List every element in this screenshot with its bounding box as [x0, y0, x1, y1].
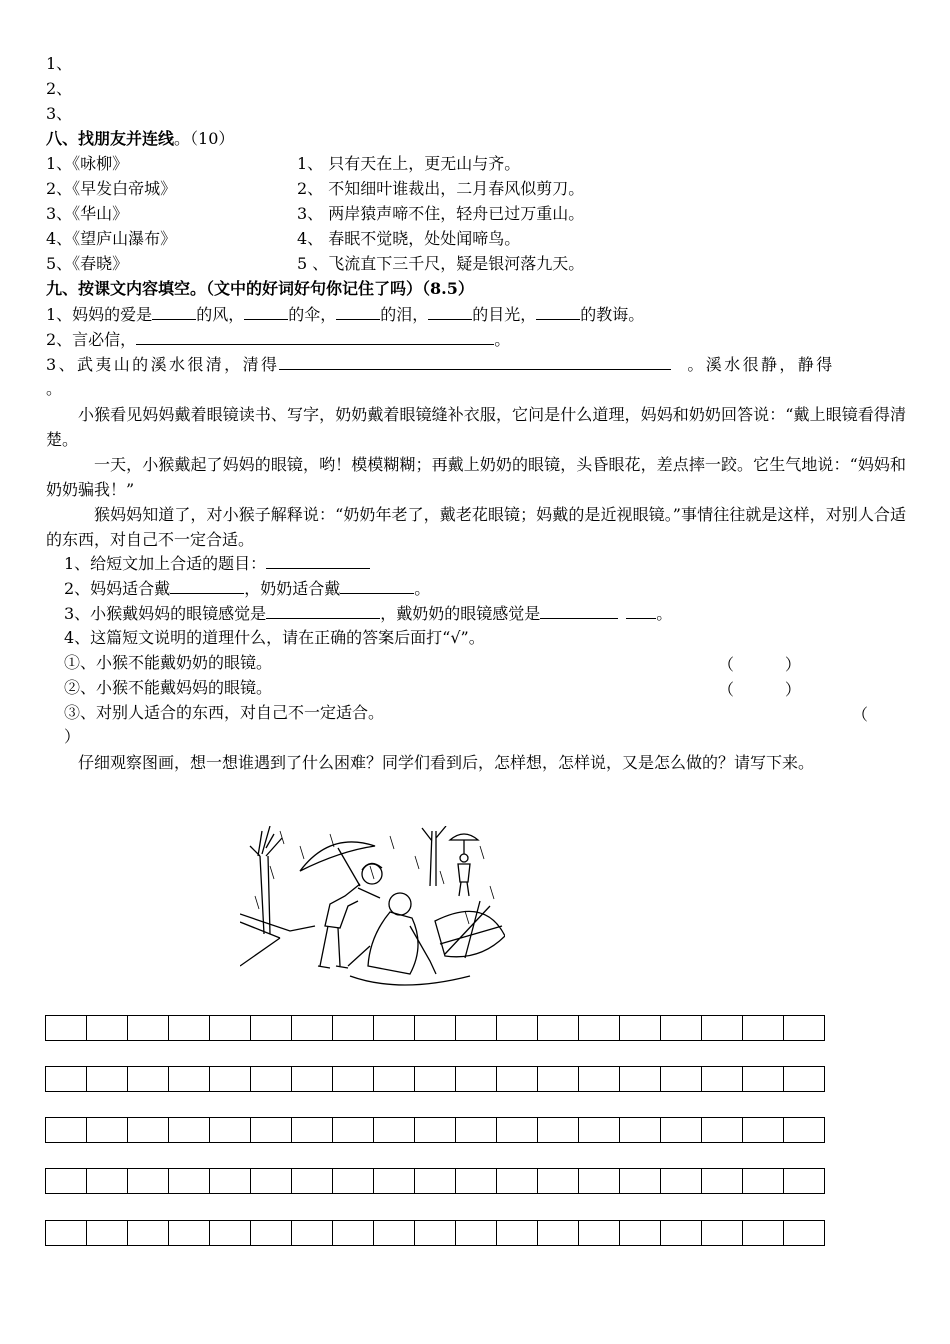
grid-cell[interactable] — [46, 1220, 87, 1246]
grid-cell[interactable] — [702, 1117, 743, 1143]
option-2: ②、小猴不能戴妈妈的眼镜。 — [64, 678, 273, 697]
grid-cell[interactable] — [415, 1117, 456, 1143]
grid-cell[interactable] — [87, 1117, 128, 1143]
grid-cell[interactable] — [333, 1066, 374, 1092]
grid-cell[interactable] — [661, 1015, 702, 1041]
answer-parens[interactable]: （ ） — [718, 680, 801, 699]
grid-cell[interactable] — [702, 1168, 743, 1194]
poem-line[interactable]: 1、 只有天在上，更无山与齐。 — [297, 154, 521, 173]
grid-cell[interactable] — [538, 1066, 579, 1092]
grid-cell[interactable] — [456, 1220, 497, 1246]
grid-cell[interactable] — [374, 1220, 415, 1246]
grid-cell[interactable] — [784, 1168, 825, 1194]
grid-cell[interactable] — [87, 1066, 128, 1092]
grid-row — [45, 1015, 825, 1041]
grid-cell[interactable] — [579, 1015, 620, 1041]
fill-blank[interactable] — [170, 577, 244, 594]
poem-line[interactable]: 2、 不知细叶谁裁出，二月春风似剪刀。 — [297, 179, 585, 198]
grid-cell[interactable] — [210, 1168, 251, 1194]
poem-title[interactable]: 4、《望庐山瀑布》 — [46, 229, 177, 248]
grid-cell[interactable] — [579, 1066, 620, 1092]
poem-title[interactable]: 3、《华山》 — [46, 204, 129, 223]
grid-cell[interactable] — [456, 1168, 497, 1194]
q2-end: 。 — [494, 330, 511, 349]
q1-text: 的目光， — [472, 305, 537, 324]
reading-q3 — [64, 602, 672, 625]
grid-cell[interactable] — [210, 1117, 251, 1143]
grid-cell[interactable] — [46, 1066, 87, 1092]
q1-text: 的泪， — [380, 305, 429, 324]
grid-cell[interactable] — [538, 1168, 579, 1194]
grid-cell[interactable] — [497, 1168, 538, 1194]
reading-q2 — [64, 577, 430, 600]
grid-cell[interactable] — [169, 1117, 210, 1143]
fill-blank[interactable] — [244, 303, 288, 320]
grid-cell[interactable] — [661, 1066, 702, 1092]
poem-line[interactable]: 3、 两岸猿声啼不住，轻舟已过万重山。 — [297, 204, 585, 223]
section9-q1 — [46, 303, 644, 326]
q1-text: 的伞， — [288, 305, 337, 324]
poem-line[interactable]: 4、 春眠不觉晓，处处闻啼鸟。 — [297, 229, 521, 248]
grid-cell[interactable] — [538, 1220, 579, 1246]
grid-cell[interactable] — [46, 1015, 87, 1041]
fill-blank[interactable] — [540, 602, 618, 619]
grid-cell[interactable] — [87, 1015, 128, 1041]
grid-cell[interactable] — [579, 1117, 620, 1143]
grid-cell[interactable] — [128, 1168, 169, 1194]
intro-item-3: 3、 — [46, 104, 73, 123]
poem-line[interactable]: 5 、飞流直下三千尺，疑是银河落九天。 — [297, 254, 585, 273]
grid-cell[interactable] — [784, 1117, 825, 1143]
grid-cell[interactable] — [210, 1066, 251, 1092]
fill-blank[interactable] — [266, 602, 380, 619]
grid-cell[interactable] — [538, 1117, 579, 1143]
grid-cell[interactable] — [743, 1015, 784, 1041]
answer-paren-open[interactable]: （ — [852, 705, 869, 724]
grid-cell[interactable] — [579, 1168, 620, 1194]
grid-cell[interactable] — [333, 1168, 374, 1194]
grid-cell[interactable] — [251, 1066, 292, 1092]
reading-q4: 4、这篇短文说明的道理什么，请在正确的答案后面打“√”。 — [64, 628, 485, 647]
grid-cell[interactable] — [538, 1015, 579, 1041]
grid-cell[interactable] — [661, 1117, 702, 1143]
grid-cell[interactable] — [128, 1220, 169, 1246]
fill-blank[interactable] — [279, 353, 671, 370]
poem-title[interactable]: 1、《咏柳》 — [46, 154, 129, 173]
grid-cell[interactable] — [661, 1220, 702, 1246]
rq2-text: 2、妈妈适合戴 — [64, 579, 171, 598]
writing-prompt: 仔细观察图画，想一想谁遇到了什么困难？同学们看到后，怎样想，怎样说，又是怎么做的？请写下来。 — [78, 753, 815, 772]
fill-blank[interactable] — [340, 577, 414, 594]
grid-cell[interactable] — [169, 1168, 210, 1194]
section8-heading — [46, 128, 234, 150]
section8-score: 。（10） — [174, 129, 235, 148]
rq1-text: 1、给短文加上合适的题目： — [64, 554, 267, 573]
fill-blank[interactable] — [152, 303, 196, 320]
grid-cell[interactable] — [456, 1117, 497, 1143]
grid-cell[interactable] — [87, 1220, 128, 1246]
grid-cell[interactable] — [620, 1066, 661, 1092]
grid-cell[interactable] — [456, 1015, 497, 1041]
grid-cell[interactable] — [456, 1066, 497, 1092]
grid-cell[interactable] — [169, 1066, 210, 1092]
grid-cell[interactable] — [620, 1220, 661, 1246]
answer-paren-close[interactable]: ） — [64, 727, 81, 746]
section9-q3 — [46, 353, 835, 376]
grid-cell[interactable] — [497, 1015, 538, 1041]
intro-item-2: 2、 — [46, 79, 73, 98]
grid-cell[interactable] — [415, 1168, 456, 1194]
grid-cell[interactable] — [333, 1220, 374, 1246]
grid-cell[interactable] — [292, 1015, 333, 1041]
grid-cell[interactable] — [620, 1117, 661, 1143]
grid-cell[interactable] — [333, 1117, 374, 1143]
q1-text: 1、妈妈的爱是 — [46, 305, 153, 324]
poem-title[interactable]: 2、《早发白帝城》 — [46, 179, 177, 198]
fill-blank[interactable] — [428, 303, 472, 320]
grid-row — [45, 1117, 825, 1143]
grid-cell[interactable] — [128, 1015, 169, 1041]
grid-cell[interactable] — [374, 1066, 415, 1092]
grid-cell[interactable] — [702, 1220, 743, 1246]
grid-cell[interactable] — [620, 1168, 661, 1194]
grid-cell[interactable] — [579, 1220, 620, 1246]
grid-cell[interactable] — [374, 1168, 415, 1194]
grid-cell[interactable] — [169, 1015, 210, 1041]
fill-blank[interactable] — [626, 602, 656, 619]
grid-cell[interactable] — [497, 1220, 538, 1246]
grid-cell[interactable] — [702, 1015, 743, 1041]
grid-cell[interactable] — [415, 1015, 456, 1041]
grid-cell[interactable] — [374, 1117, 415, 1143]
grid-cell[interactable] — [743, 1066, 784, 1092]
intro-item-1: 1、 — [46, 54, 73, 73]
option-1: ①、小猴不能戴奶奶的眼镜。 — [64, 653, 273, 672]
section9-q2 — [46, 328, 510, 351]
story-paragraph-2: 一天，小猴戴起了妈妈的眼镜，哟！模模糊糊；再戴上奶奶的眼镜，头昏眼花，差点摔一跤。它生气地说：“妈妈和奶奶骗我！” — [46, 455, 906, 499]
grid-cell[interactable] — [292, 1066, 333, 1092]
grid-cell[interactable] — [702, 1066, 743, 1092]
grid-cell[interactable] — [292, 1117, 333, 1143]
grid-cell[interactable] — [251, 1220, 292, 1246]
grid-row — [45, 1168, 825, 1194]
rq3-text: ，戴奶奶的眼镜感觉是 — [380, 604, 541, 623]
grid-cell[interactable] — [415, 1066, 456, 1092]
grid-cell[interactable] — [661, 1168, 702, 1194]
grid-cell[interactable] — [292, 1220, 333, 1246]
q3-end: 。 — [46, 379, 63, 398]
reading-q1 — [64, 552, 370, 575]
grid-cell[interactable] — [251, 1015, 292, 1041]
q3-text: 。溪水很静，静得 — [687, 355, 835, 374]
grid-cell[interactable] — [784, 1066, 825, 1092]
grid-cell[interactable] — [784, 1220, 825, 1246]
grid-cell[interactable] — [743, 1117, 784, 1143]
option-3: ③、对别人适合的东西，对自己不一定适合。 — [64, 703, 385, 722]
q1-text: 的教诲。 — [580, 305, 645, 324]
grid-cell[interactable] — [169, 1220, 210, 1246]
grid-cell[interactable] — [46, 1117, 87, 1143]
fill-blank[interactable] — [336, 303, 380, 320]
q3-text: 3、武夷山的溪水很清，清得 — [46, 355, 280, 374]
grid-cell[interactable] — [497, 1117, 538, 1143]
grid-row — [45, 1220, 825, 1246]
grid-cell[interactable] — [87, 1168, 128, 1194]
grid-row — [45, 1066, 825, 1092]
grid-cell[interactable] — [292, 1168, 333, 1194]
rq2-text: 。 — [414, 579, 431, 598]
section8-title: 八、找朋友并连线 — [46, 129, 175, 148]
grid-cell[interactable] — [333, 1015, 374, 1041]
fill-blank[interactable] — [266, 552, 370, 569]
grid-cell[interactable] — [620, 1015, 661, 1041]
grid-cell[interactable] — [251, 1117, 292, 1143]
section9-title: 九、按课文内容填空。（文中的好词好句你记住了吗）（8.5） — [46, 279, 474, 298]
grid-cell[interactable] — [210, 1220, 251, 1246]
rq3-text: 3、小猴戴妈妈的眼镜感觉是 — [64, 604, 267, 623]
story-paragraph-3: 猴妈妈知道了，对小猴子解释说：“奶奶年老了，戴老花眼镜；妈戴的是近视眼镜。”事情往往就是这样，对别人合适的东西，对自己不一定合适。 — [46, 505, 906, 549]
grid-cell[interactable] — [210, 1015, 251, 1041]
grid-cell[interactable] — [128, 1117, 169, 1143]
grid-cell[interactable] — [46, 1168, 87, 1194]
grid-cell[interactable] — [784, 1015, 825, 1041]
grid-cell[interactable] — [128, 1066, 169, 1092]
grid-cell[interactable] — [743, 1168, 784, 1194]
q2-text: 2、言必信， — [46, 330, 137, 349]
rain-scene-illustration — [240, 826, 505, 986]
grid-cell[interactable] — [374, 1015, 415, 1041]
fill-blank[interactable] — [136, 328, 494, 345]
answer-parens[interactable]: （ ） — [718, 655, 801, 674]
story-paragraph-1: 小猴看见妈妈戴着眼镜读书、写字，奶奶戴着眼镜缝补衣服，它问是什么道理，妈妈和奶奶回答说：“戴上眼镜看得清楚。 — [46, 405, 906, 449]
grid-cell[interactable] — [415, 1220, 456, 1246]
poem-title[interactable]: 5、《春晓》 — [46, 254, 129, 273]
q1-text: 的风， — [196, 305, 245, 324]
fill-blank[interactable] — [536, 303, 580, 320]
rq3-text: 。 — [656, 604, 673, 623]
grid-cell[interactable] — [743, 1220, 784, 1246]
grid-cell[interactable] — [497, 1066, 538, 1092]
rq2-text: ，奶奶适合戴 — [244, 579, 341, 598]
grid-cell[interactable] — [251, 1168, 292, 1194]
